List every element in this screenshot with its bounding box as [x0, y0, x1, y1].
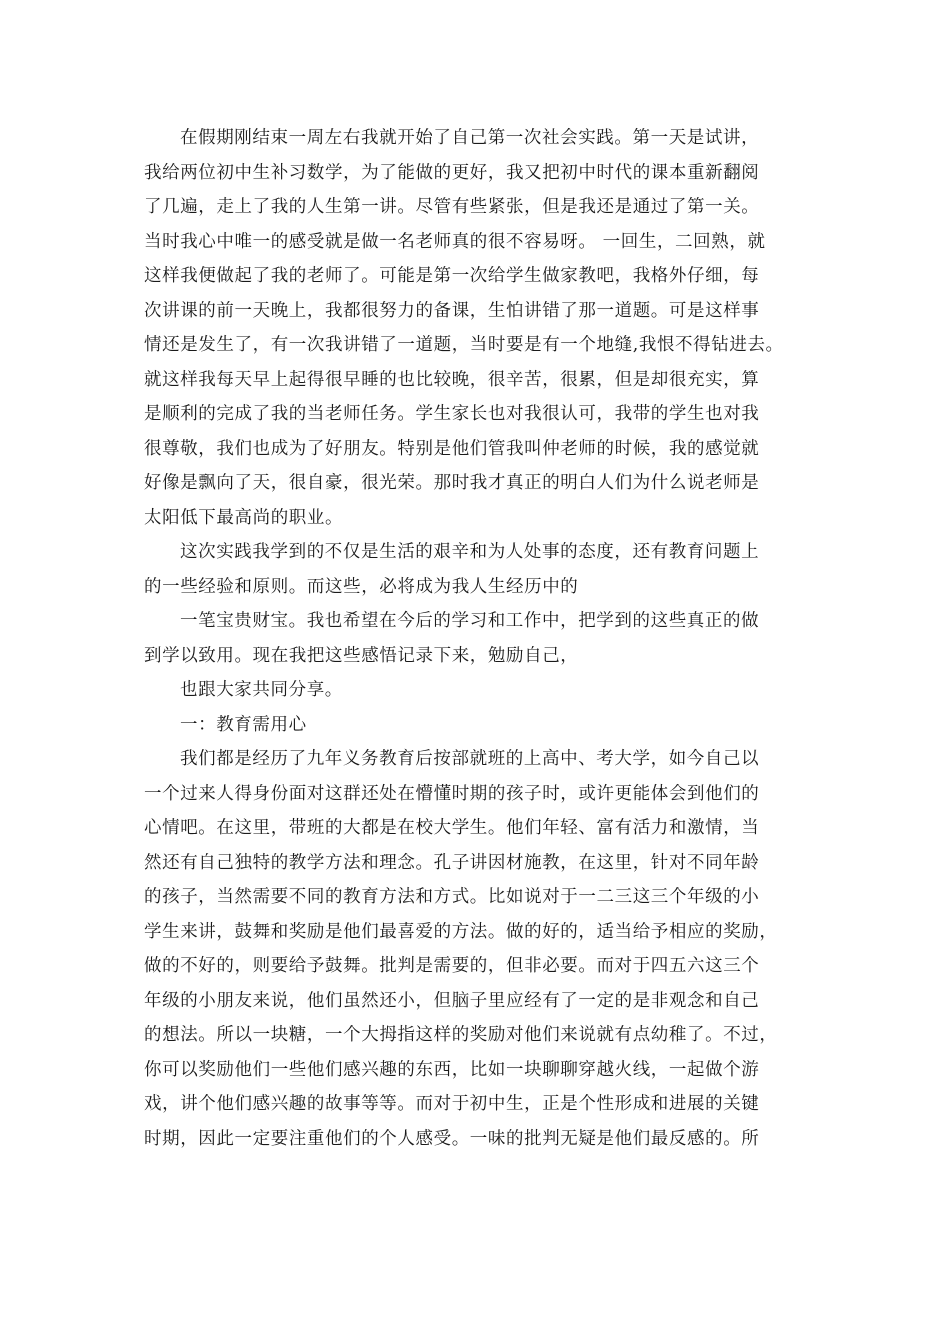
text-line: 的孩子，当然需要不同的教育方法和方式。比如说对于一二三这三个年级的小	[144, 887, 760, 907]
text-line: 一笔宝贵财宝。我也希望在今后的学习和工作中，把学到的这些真正的做	[180, 611, 760, 631]
document-body	[144, 121, 834, 1156]
text-line: 了几遍，走上了我的人生第一讲。尽管有些紧张，但是我还是通过了第一关。	[144, 197, 760, 217]
text-line: 一：教育需用心	[180, 714, 307, 735]
text-line: 戏，讲个他们感兴趣的故事等等。而对于初中生，正是个性形成和进展的关键	[144, 1094, 760, 1114]
text-line: 就这样我每天早上起得很早睡的也比较晚，很辛苦，很累，但是却很充实，算	[144, 369, 760, 390]
text-line: 你可以奖励他们一些他们感兴趣的东西，比如一块聊聊穿越火线，一起做个游	[144, 1059, 760, 1080]
text-line: 的一些经验和原则。而这些，必将成为我人生经历中的	[144, 576, 579, 597]
text-line: 做的不好的，则要给予鼓舞。批判是需要的，但非必要。而对于四五六这三个	[144, 956, 760, 976]
text-line: 时期，因此一定要注重他们的个人感受。一味的批判无疑是他们最反感的。所	[144, 1128, 760, 1149]
text-line: 次讲课的前一天晚上，我都很努力的备课，生怕讲错了那一道题。可是这样事	[144, 300, 760, 321]
text-line: 很尊敬，我们也成为了好朋友。特别是他们管我叫仲老师的时候，我的感觉就	[144, 438, 760, 459]
text-line: 太阳低下最高尚的职业。	[144, 507, 344, 528]
text-line: 一个过来人得身份面对这群还处在懵懂时期的孩子时，或许更能体会到他们的	[144, 783, 760, 804]
text-line: 到学以致用。现在我把这些感悟记录下来，勉励自己，	[144, 645, 579, 666]
text-line: 我们都是经历了九年义务教育后按部就班的上高中、考大学，如今自己以	[180, 749, 760, 769]
text-line: 然还有自己独特的教学方法和理念。孔子讲因材施教，在这里，针对不同年龄	[144, 852, 760, 873]
text-line: 当时我心中唯一的感受就是做一名老师真的很不容易呀。 一回生，二回熟，就	[144, 231, 766, 252]
text-line: 在假期刚结束一周左右我就开始了自己第一次社会实践。第一天是试讲，	[180, 128, 760, 148]
text-line: 好像是飘向了天，很自豪，很光荣。那时我才真正的明白人们为什么说老师是	[144, 473, 760, 493]
text-line: 心情吧。在这里，带班的大都是在校大学生。他们年轻、富有活力和激情，当	[144, 818, 760, 838]
text-line: 是顺利的完成了我的当老师任务。学生家长也对我很认可，我带的学生也对我	[144, 404, 760, 424]
text-line: 也跟大家共同分享。	[180, 680, 343, 700]
text-line: 这次实践我学到的不仅是生活的艰辛和为人处事的态度，还有教育问题上	[180, 542, 760, 562]
text-line: 这样我便做起了我的老师了。可能是第一次给学生做家教吧，我格外仔细，每	[144, 266, 760, 286]
text-line: 我给两位初中生补习数学，为了能做的更好，我又把初中时代的课本重新翻阅	[144, 162, 760, 183]
text-line: 学生来讲，鼓舞和奖励是他们最喜爱的方法。做的好的，适当给予相应的奖励，	[144, 921, 778, 942]
text-line: 的想法。所以一块糖，一个大拇指这样的奖励对他们来说就有点幼稚了。不过，	[144, 1025, 778, 1045]
text-line: 年级的小朋友来说，他们虽然还小，但脑子里应经有了一定的是非观念和自己	[144, 990, 760, 1011]
text-line: 情还是发生了，有一次我讲错了一道题，当时要是有一个地缝,我恨不得钻进去。	[144, 335, 784, 355]
